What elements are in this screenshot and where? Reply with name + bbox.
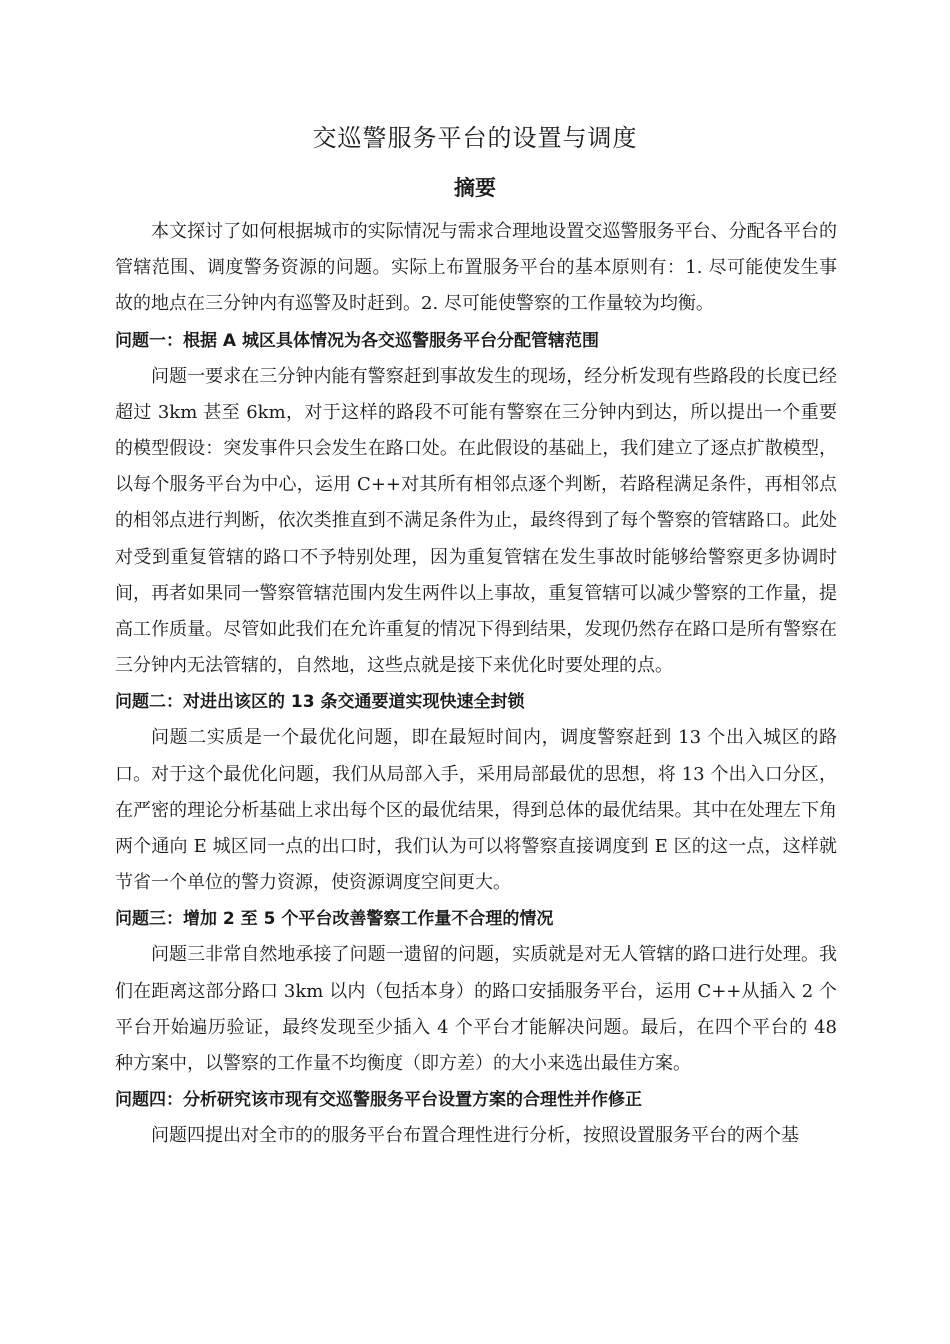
- section-heading-q4: 问题四：分析研究该市现有交巡警服务平台设置方案的合理性并作修正: [115, 1090, 642, 1111]
- section-heading-q3: 问题三：增加 2 至 5 个平台改善警察工作量不合理的情况: [115, 909, 554, 930]
- section-heading-q1: 问题一：根据 A 城区具体情况为各交巡警服务平台分配管辖范围: [115, 330, 599, 351]
- section-body-q3: 问题三非常自然地承接了问题一遗留的问题，实质就是对无人管辖的路口进行处理。我们在距离这部分路口 3km 以内（包括本身）的路口安插服务平台，运用 C++从插入 2 个平台开始遍历验证，最终发现至少插入 4 个平台才能解决问题。最后，在四个平台的 48 种方案中，以警察的工作量不均衡度（即方差）的大小来选出最佳方案。: [115, 944, 837, 1075]
- section-body-q4: 问题四提出对全市的的服务平台布置合理性进行分析，按照设置服务平台的两个基: [151, 1125, 799, 1147]
- abstract-heading: 摘要: [454, 175, 496, 200]
- abstract-body: [115, 214, 837, 1154]
- section-body-q1: 问题一要求在三分钟内能有警察赶到事故发生的现场，经分析发现有些路段的长度已经超过 3km 甚至 6km，对于这样的路段不可能有警察在三分钟内到达，所以提出一个重要的模型假设：突发事件只会发生在路口处。在此假设的基础上，我们建立了逐点扩散模型，以每个服务平台为中心，运用 C++对其所有相邻点逐个判断，若路程满足条件，再相邻点的相邻点进行判断，依次类推直到不满足条件为止，最终得到了每个警察的管辖路口。此处对受到重复管辖的路口不予特别处理，因为重复管辖在发生事故时能够给警察更多协调时间，再者如果同一警察管辖范围内发生两件以上事故，重复管辖可以减少警察的工作量，提高工作质量。尽管如此我们在允许重复的情况下得到结果，发现仍然存在路口是所有警察在三分钟内无法管辖的，自然地，这些点就是接下来优化时要处理的点。: [115, 365, 837, 677]
- paper-title: 交巡警服务平台的设置与调度: [312, 124, 638, 152]
- section-heading-q2: 问题二：对进出该区的 13 条交通要道实现快速全封锁: [115, 692, 525, 713]
- section-body-q2: 问题二实质是一个最优化问题，即在最短时间内，调度警察赶到 13 个出入城区的路口。对于这个最优化问题，我们从局部入手，采用局部最优的思想，将 13 个出入口分区，在严密的理论分析基础上求出每个区的最优结果，得到总体的最优结果。其中在处理左下角两个通向 E 城区同一点的出口时，我们认为可以将警察直接调度到 E 区的这一点，这样就节省一个单位的警力资源，使资源调度空间更大。: [115, 727, 837, 894]
- intro-paragraph: 本文探讨了如何根据城市的实际情况与需求合理地设置交巡警服务平台、分配各平台的管辖范围、调度警务资源的问题。实际上布置服务平台的基本原则有：1. 尽可能使发生事故的地点在三分钟内有巡警及时赶到。2. 尽可能使警察的工作量较为均衡。: [115, 221, 837, 315]
